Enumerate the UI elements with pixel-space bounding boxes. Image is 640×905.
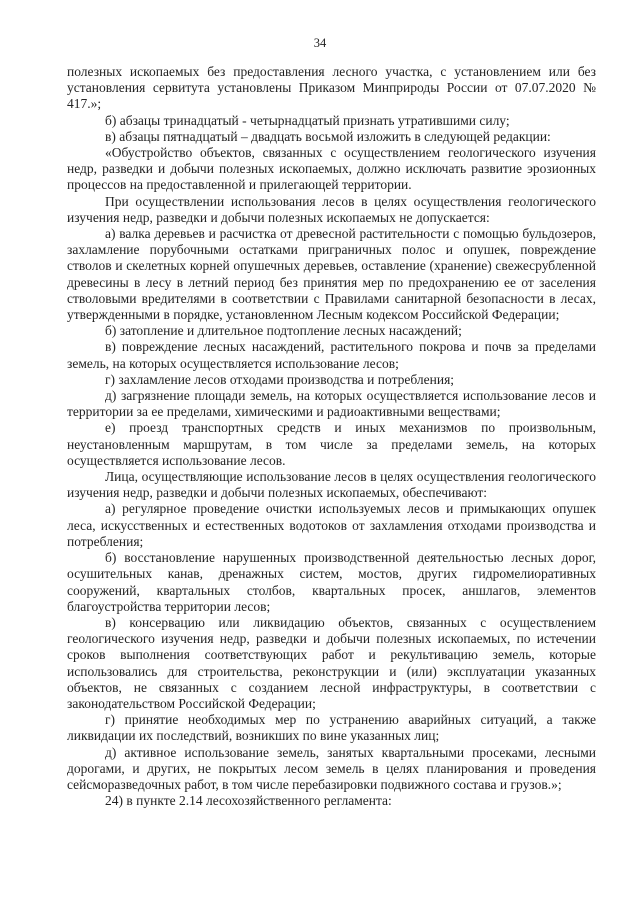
paragraph: б) восстановление нарушенных производственной деятельностью лесных дорог, осушительных канав, дренажных систем, мостов, других гидромелиоративных сооружений, квартальных столбов, квартальных просек, аншлагов, элементов благоустройства территории лесов; <box>67 550 596 614</box>
paragraph: в) повреждение лесных насаждений, растительного покрова и почв за пределами земель, на которых осуществляется использование лесов; <box>67 339 596 371</box>
paragraph: 24) в пункте 2.14 лесохозяйственного регламента: <box>105 793 392 809</box>
paragraph: д) загрязнение площади земель, на которых осуществляется использование лесов и территории за ее пределами, химическими и радиоактивными веществами; <box>67 388 596 420</box>
paragraph: г) захламление лесов отходами производства и потребления; <box>105 371 455 387</box>
page-number: 34 <box>313 36 327 50</box>
paragraph: а) регулярное проведение очистки используемых лесов и примыкающих опушек леса, искусственных и естественных водотоков от захламления отходами производства и потребления; <box>67 501 596 549</box>
paragraph: Лица, осуществляющие использование лесов в целях осуществления геологического изучения недр, разведки и добычи полезных ископаемых, обеспечивают: <box>67 469 596 501</box>
paragraph: б) затопление и длительное подтопление лесных насаждений; <box>105 323 462 339</box>
paragraph: полезных ископаемых без предоставления лесного участка, с установлением или без установления сервитута установлены Приказом Минприроды России от 07.07.2020 № 417.»; <box>67 64 596 112</box>
document-body <box>67 64 596 809</box>
paragraph: е) проезд транспортных средств и иных механизмов по произвольным, неустановленным маршрутам, в том числе за пределами земель, на которых осуществляется использование лесов. <box>67 420 596 468</box>
paragraph: д) активное использование земель, занятых квартальными просеками, лесными дорогами, и других, не покрытых лесом земель в целях планирования и проведения сейсморазведочных работ, в том числе перебазировки подвижного состава и грузов.»; <box>67 744 596 792</box>
paragraph: в) абзацы пятнадцатый – двадцать восьмой изложить в следующей редакции: <box>105 128 551 144</box>
paragraph: а) валка деревьев и расчистка от древесной растительности с помощью бульдозеров, захламление порубочными остатками приграничных полос и опушек, повреждение стволов и скелетных корней опушечных деревьев, оставление (хранение) свежесрубленной древесины в лесу в летний период без принятия мер по предохранению ее от заселения стволовыми вредителями в соответствии с Правилами санитарной безопасности в лесах, утвержденными в порядке, установленном Лесным кодексом Российской Федерации; <box>67 226 596 323</box>
paragraph: г) принятие необходимых мер по устранению аварийных ситуаций, а также ликвидации их последствий, возникших по вине указанных лиц; <box>67 712 596 744</box>
paragraph: б) абзацы тринадцатый - четырнадцатый признать утратившими силу; <box>105 112 510 128</box>
paragraph: «Обустройство объектов, связанных с осуществлением геологического изучения недр, разведки и добычи полезных ископаемых, должно исключать развитие эрозионных процессов на предоставленной и прилегающей территории. <box>67 145 596 193</box>
paragraph: При осуществлении использования лесов в целях осуществления геологического изучения недр, разведки и добычи полезных ископаемых не допускается: <box>67 193 596 225</box>
paragraph: в) консервацию или ликвидацию объектов, связанных с осуществлением геологического изучения недр, разведки и добычи полезных ископаемых, по истечении сроков выполнения соответствующих работ и рекультивацию земель, которые использовались для строительства, реконструкции и (или) эксплуатации указанных объектов, не связанных с созданием лесной инфраструктуры, в соответствии с законодательством Российской Федерации; <box>67 614 596 711</box>
